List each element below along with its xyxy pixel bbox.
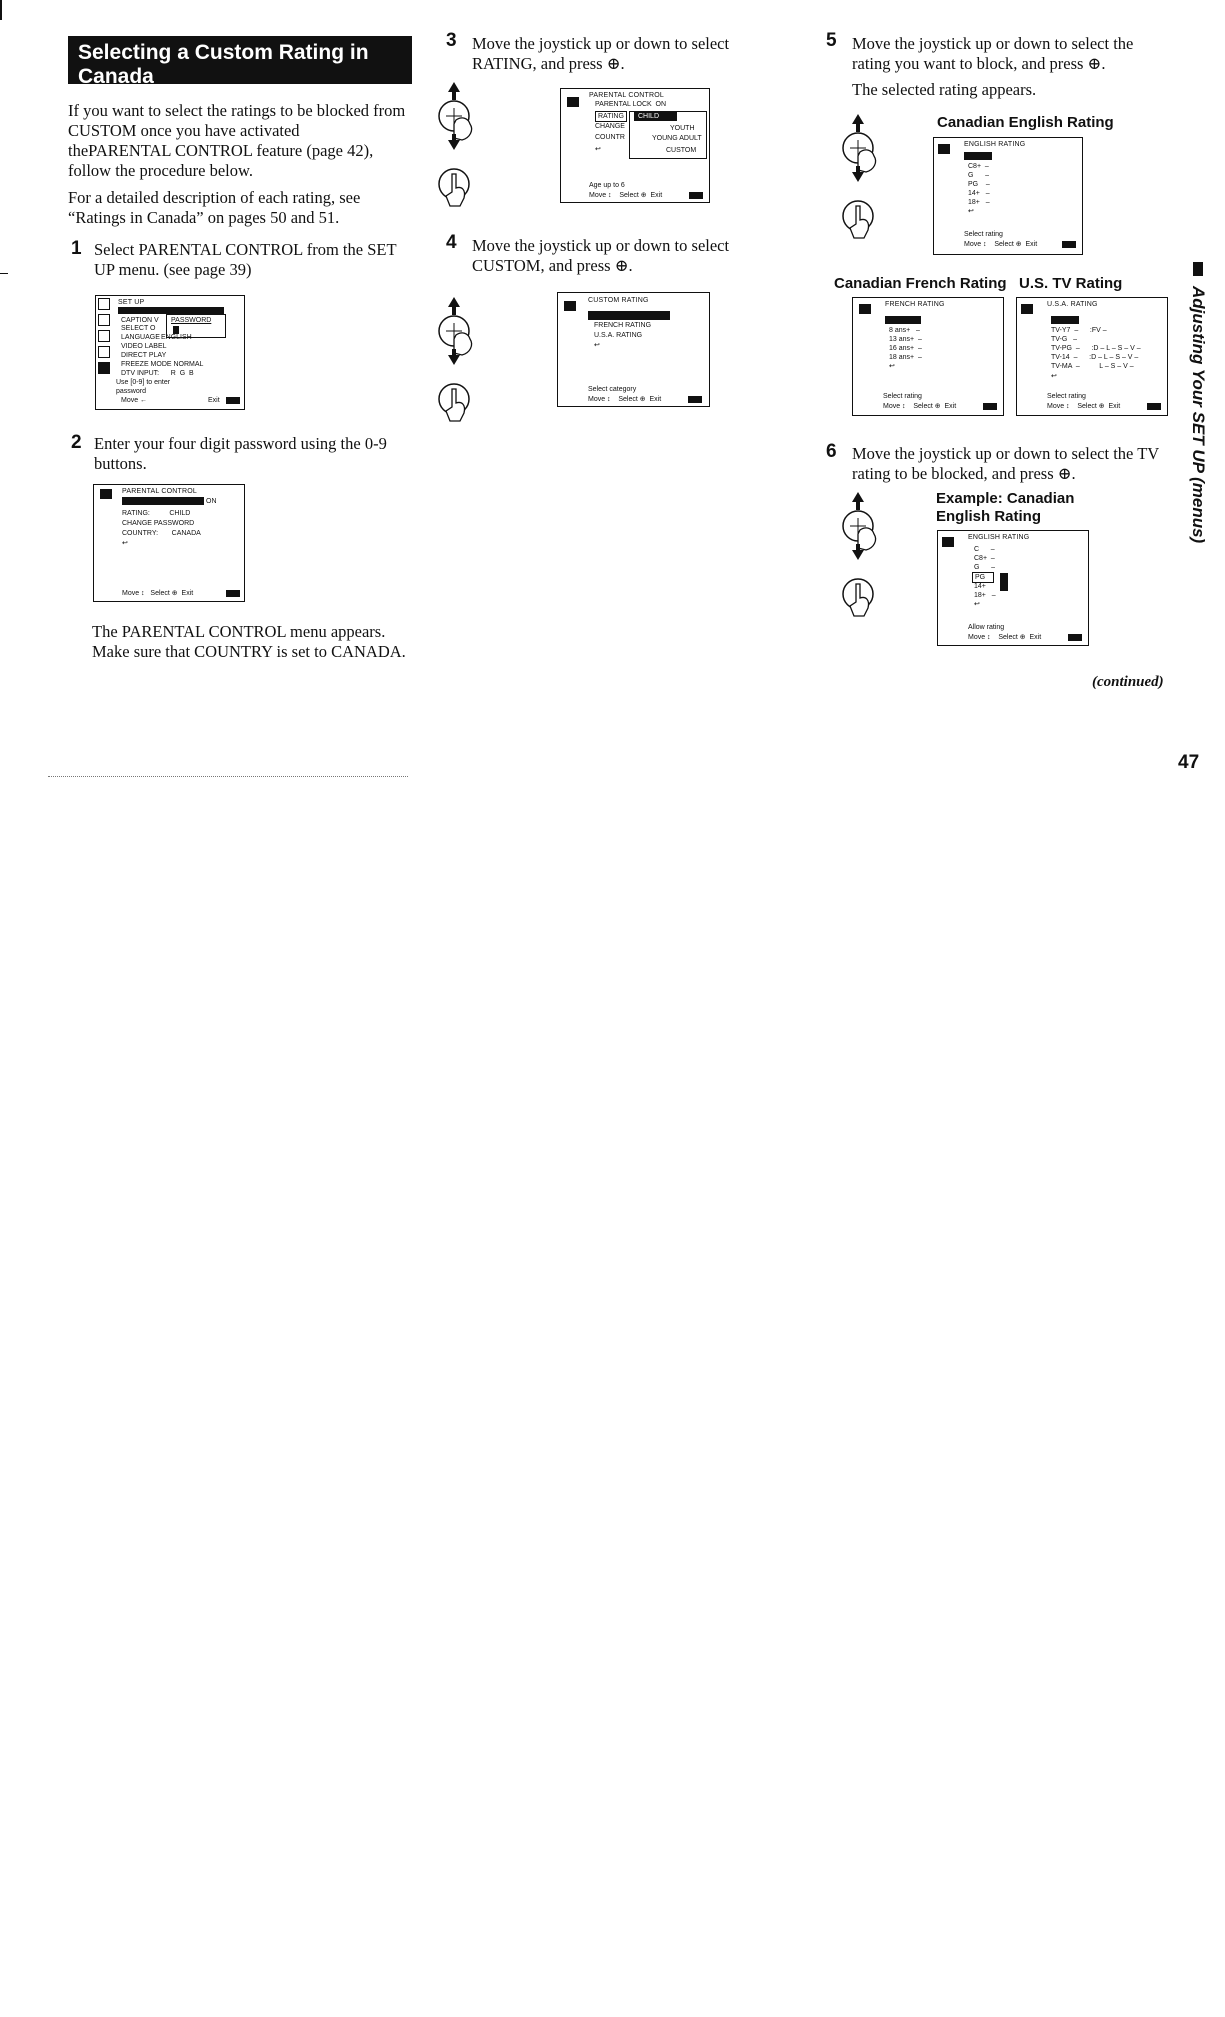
continued-note: (continued) — [1092, 674, 1164, 690]
rating-line: 18 ans+ – — [889, 354, 922, 361]
language-value: ENGLISH — [161, 334, 192, 341]
up-arrow-icon — [448, 82, 460, 100]
example-english-rating-screen — [937, 530, 1089, 646]
screen-title: FRENCH RATING — [885, 301, 945, 308]
menu-line: VIDEO LABEL — [121, 343, 167, 350]
screen-hint: Allow rating — [968, 624, 1005, 631]
setup-icon — [567, 97, 579, 107]
parental-lock-value: ON — [206, 498, 217, 505]
english-rating-caption: Canadian English Rating — [937, 114, 1114, 131]
rating-line: C – — [974, 546, 995, 553]
example-caption-line2: English Rating — [936, 508, 1041, 525]
sound-icon — [98, 314, 110, 326]
page-number: 47 — [1178, 752, 1200, 773]
step-line: RATING, and press ⊕. — [472, 54, 625, 73]
section-heading — [68, 36, 412, 88]
english-rating-screen — [933, 137, 1083, 255]
menu-key-icon — [689, 192, 703, 199]
rating-line: 8 ans+ – — [889, 327, 920, 334]
step-3-text — [472, 34, 772, 74]
screen-hint: Select rating — [883, 393, 922, 400]
menu-line: LANGUAGE — [121, 334, 160, 341]
rating-line: 18+ – — [974, 592, 996, 599]
menu-key-icon — [1068, 634, 1082, 641]
menu-key-icon — [226, 590, 240, 597]
screen-footer: Move ↕ Select ⊕ Exit — [589, 192, 663, 199]
menu-line: password — [116, 388, 146, 395]
screen-footer: Move ↕ Select ⊕ Exit — [122, 590, 194, 597]
menu-key-icon — [983, 403, 997, 410]
step-line: CUSTOM, and press ⊕. — [472, 256, 633, 275]
rating-line: C8+ – — [968, 163, 989, 170]
step-number: 3 — [446, 30, 457, 51]
menu-line: DIRECT PLAY — [121, 352, 167, 359]
menu-line: COUNTRY: CANADA — [122, 530, 201, 537]
hand-pointer-icon — [850, 206, 869, 238]
up-arrow-icon — [852, 114, 864, 132]
screen-hint: Select rating — [964, 231, 1003, 238]
step-number: 2 — [71, 432, 82, 453]
intro-line: “Ratings in Canada” on pages 50 and 51. — [68, 208, 340, 227]
rating-options-popup — [629, 111, 707, 159]
step-number: 6 — [826, 441, 837, 462]
rating-line-selected: PG — [972, 572, 994, 583]
scan-artifact — [48, 776, 408, 777]
step-line: UP menu. (see page 39) — [94, 260, 252, 279]
screen-footer: Move ↕ Select ⊕ Exit — [883, 403, 957, 410]
intro-line: thePARENTAL CONTROL feature (page 42), — [68, 141, 374, 160]
menu-line: DTV INPUT: R G B — [121, 370, 194, 377]
timer-icon — [98, 330, 110, 342]
screen-hint: Select category — [588, 386, 637, 393]
example-caption — [936, 490, 1074, 526]
step-line: Select PARENTAL CONTROL from the SET — [94, 240, 397, 259]
rating-line: TV-Y7 – :FV – — [1051, 327, 1107, 334]
menu-line: Move ← — [121, 397, 148, 404]
hand-pointer-icon — [858, 150, 876, 172]
password-popup-label: PASSWORD — [171, 317, 212, 324]
screen-title: CUSTOM RATING — [588, 297, 649, 304]
menu-line: COUNTR — [595, 134, 625, 141]
up-arrow-icon — [448, 297, 460, 315]
menu-key-icon — [688, 396, 702, 403]
intro-line: CUSTOM once you have activated — [68, 121, 300, 140]
menu-line: ↩ — [122, 540, 128, 547]
step-line: Make sure that COUNTRY is set to CANADA. — [92, 642, 406, 661]
step-line: Move the joystick up or down to select the — [852, 34, 1134, 53]
step-line: rating you want to block, and press ⊕. — [852, 54, 1106, 73]
setup-menu-screen — [95, 295, 245, 410]
rating-select-screen — [560, 88, 710, 203]
step-line: Move the joystick up or down to select the TV — [852, 444, 1160, 463]
rating-line: TV-14 – :D – L – S – V – — [1051, 354, 1139, 361]
screen-footer: Move ↕ Select ⊕ Exit — [964, 241, 1038, 248]
joystick-illustration — [836, 490, 916, 622]
step-line: The PARENTAL CONTROL menu appears. — [92, 622, 386, 641]
screen-hint: Age up to 6 — [589, 182, 625, 189]
rating-line: PG – — [968, 181, 990, 188]
step-line: The selected rating appears. — [852, 80, 1037, 99]
french-rating-screen — [852, 297, 1004, 416]
menu-line: FREEZE MODE NORMAL — [121, 361, 204, 368]
screen-title: U.S.A. RATING — [1047, 301, 1098, 308]
french-rating-caption: Canadian French Rating — [834, 275, 1007, 292]
menu-line: ↩ — [595, 146, 601, 153]
rating-line: 18+ – — [968, 199, 990, 206]
step-line: Move the joystick up or down to select — [472, 236, 730, 255]
selection-highlight — [964, 152, 992, 160]
rating-line: 14+ – — [968, 190, 990, 197]
intro-paragraph — [68, 101, 418, 228]
setup-icon — [859, 304, 871, 314]
screen-title: SET UP — [118, 299, 145, 306]
rating-line: ↩ — [1051, 373, 1057, 380]
us-rating-caption: U.S. TV Rating — [1019, 275, 1123, 292]
setup-icon — [938, 144, 950, 154]
rating-line: 14+ — [974, 583, 986, 590]
menu-line: U.S.A. RATING — [594, 332, 643, 339]
exit-label: Exit — [208, 397, 220, 404]
left-tick-mark — [0, 273, 8, 274]
up-arrow-icon — [852, 492, 864, 510]
screen-title: ENGLISH RATING — [964, 141, 1026, 148]
hand-pointer-icon — [858, 528, 876, 550]
blocked-marker — [1000, 573, 1008, 591]
menu-line: SELECT O — [121, 325, 156, 332]
step-line: Enter your four digit password using the 0-9 — [94, 434, 387, 453]
menu-line: ↩ — [594, 342, 600, 349]
joystick-illustration — [432, 295, 512, 427]
rating-line: G – — [968, 172, 990, 179]
step-5-text — [852, 34, 1172, 100]
menu-key-icon — [1062, 241, 1076, 248]
setup-icon — [1021, 304, 1033, 314]
step-number: 5 — [826, 30, 837, 51]
example-caption-line1: Example: Canadian — [936, 490, 1075, 507]
rating-line: TV-PG – :D – L – S – V – — [1051, 345, 1141, 352]
menu-line: RATING: CHILD — [122, 510, 191, 517]
hand-pointer-icon — [850, 584, 869, 616]
joystick-illustration — [836, 112, 916, 244]
setup-icon — [98, 362, 110, 374]
selection-highlight — [588, 311, 670, 320]
screen-title: PARENTAL CONTROL — [589, 92, 665, 99]
rating-line: 16 ans+ – — [889, 345, 922, 352]
intro-line: If you want to select the ratings to be blocked from — [68, 101, 406, 120]
screen-footer: Move ↕ Select ⊕ Exit — [1047, 403, 1121, 410]
setup-icon — [942, 537, 954, 547]
rating-line: ↩ — [968, 208, 974, 215]
screen-hint: Select rating — [1047, 393, 1086, 400]
option-youth: YOUTH — [670, 125, 695, 132]
intro-line: follow the procedure below. — [68, 161, 253, 180]
channel-icon — [98, 346, 110, 358]
menu-line: CAPTION V — [121, 317, 159, 324]
rating-line: G – — [974, 564, 996, 571]
menu-key-icon — [226, 397, 240, 404]
option-young-adult: YOUNG ADULT — [652, 135, 702, 142]
intro-line: For a detailed description of each rating, see — [68, 188, 361, 207]
screen-footer: Move ↕ Select ⊕ Exit — [968, 634, 1042, 641]
step-number: 4 — [446, 232, 457, 253]
step-number: 1 — [71, 238, 82, 259]
menu-line: CHANGE — [595, 123, 625, 130]
step-1-text — [94, 240, 424, 280]
menu-line: RATING — [595, 111, 627, 122]
hand-pointer-icon — [454, 118, 472, 140]
screen-footer: Move ↕ Select ⊕ Exit — [588, 396, 662, 403]
rating-line: TV-G – — [1051, 336, 1078, 343]
step-line: Move the joystick up or down to select — [472, 34, 730, 53]
hand-pointer-icon — [446, 389, 465, 421]
section-heading-line1: Selecting a Custom Rating in — [78, 41, 369, 64]
step-line: rating to be blocked, and press ⊕. — [852, 464, 1076, 483]
joystick-illustration — [432, 80, 512, 212]
selection-highlight — [122, 497, 204, 505]
step-6-text — [852, 444, 1182, 484]
screen-title: ENGLISH RATING — [968, 534, 1030, 541]
menu-line: FRENCH RATING — [594, 322, 652, 329]
selection-highlight — [118, 307, 224, 314]
menu-key-icon — [1147, 403, 1161, 410]
menu-line: CHANGE PASSWORD — [122, 520, 195, 527]
selection-highlight — [1051, 316, 1079, 324]
step-2-text — [94, 434, 424, 474]
us-rating-screen — [1016, 297, 1168, 416]
step-4-text — [472, 236, 772, 276]
option-custom: CUSTOM — [666, 147, 697, 154]
menu-line: PARENTAL LOCK ON — [595, 101, 667, 108]
rating-line: ↩ — [974, 601, 980, 608]
step-2-result — [92, 622, 432, 662]
step-line: buttons. — [94, 454, 147, 473]
rating-line: ↩ — [889, 363, 895, 370]
menu-line: Use [0-9] to enter — [116, 379, 171, 386]
selection-highlight — [885, 316, 921, 324]
custom-rating-screen — [557, 292, 710, 407]
option-child: CHILD — [634, 112, 677, 121]
left-edge-mark — [0, 0, 2, 20]
hand-pointer-icon — [454, 333, 472, 355]
rating-line: TV-MA – L – S – V – — [1051, 363, 1134, 370]
rating-line: 13 ans+ – — [889, 336, 922, 343]
side-tab-title: Adjusting Your SET UP (menus) — [1189, 286, 1208, 544]
setup-icon — [564, 301, 576, 311]
parental-control-screen — [93, 484, 245, 602]
screen-title: PARENTAL CONTROL — [122, 488, 198, 495]
side-tab-marker — [1193, 262, 1203, 276]
rating-line: C8+ – — [974, 555, 995, 562]
section-heading-line2: Canada — [78, 65, 154, 88]
hand-pointer-icon — [446, 174, 465, 206]
picture-icon — [98, 298, 110, 310]
setup-icon — [100, 489, 112, 499]
